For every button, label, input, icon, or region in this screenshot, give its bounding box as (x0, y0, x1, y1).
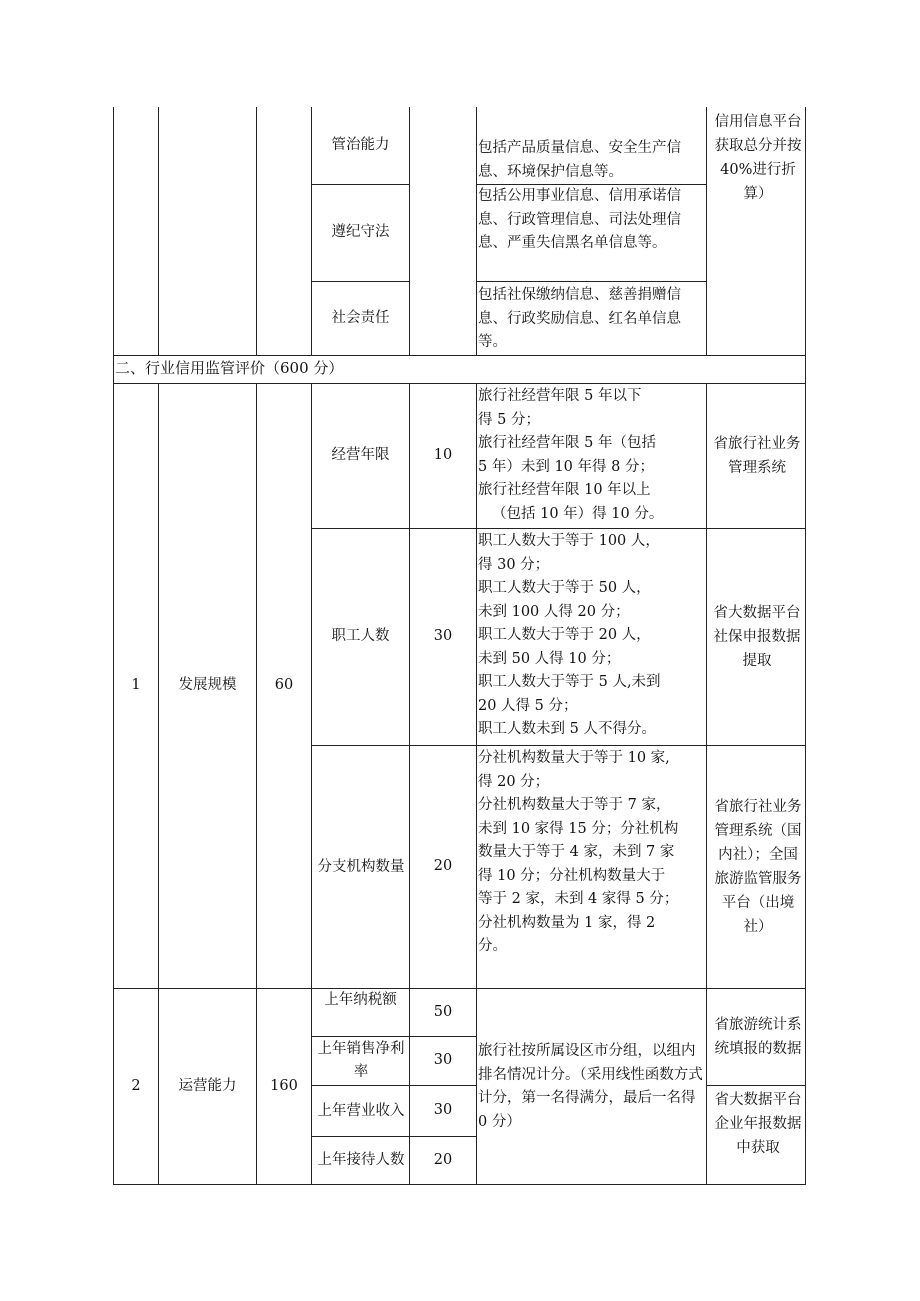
grid-line (706, 384, 707, 1185)
data-source: 省旅行社业务管理系统（国内社）；全国旅游监管服务平台（出境社） (714, 799, 802, 935)
rule-line: 职工人数大于等于 50 人， (478, 580, 651, 596)
section-title: 二、行业信用监管评价（600 分） (115, 359, 344, 377)
rule-line: 20 人得 5 分； (478, 697, 578, 714)
rule-line: 旅行社经营年限 10 年以上 (478, 482, 651, 498)
rule-line: 数量大于等于 4 家，未到 7 家 (478, 844, 675, 860)
item-rules (478, 530, 704, 742)
item-score: 10 (433, 447, 453, 464)
data-source: 省大数据平台企业年报数据中获取 (714, 1091, 802, 1156)
grid-line (256, 107, 257, 356)
rule-line: 得 10 分；分社机构数量大于 (478, 867, 666, 884)
item-name: 管治能力 (331, 137, 390, 154)
grid-line (805, 107, 806, 1185)
rule-line: 等于 2 家，未到 4 家得 5 分； (478, 891, 679, 907)
item-name: 上年接待人数 (317, 1152, 405, 1168)
rule-line: 分。 (478, 938, 507, 954)
data-source: 省旅行社业务管理系统 (713, 436, 801, 476)
item-score: 30 (433, 628, 453, 645)
rule-line: 职工人数大于等于 5 人,未到 (478, 674, 661, 690)
grid-line (409, 107, 410, 356)
item-score: 20 (433, 858, 453, 875)
group-score: 60 (274, 677, 294, 694)
item-desc: 旅行社按所属设区市分组，以组内排名情况计分。（采用线性函数方式计分，第一名得满分，最后一名得 0 分） (478, 1043, 703, 1130)
rule-line: 职工人数大于等于 100 人， (478, 533, 660, 549)
rule-line: 得 20 分； (478, 773, 550, 790)
rule-line: 职工人数大于等于 20 人， (478, 627, 651, 643)
item-rules (478, 747, 704, 959)
item-rules (478, 385, 704, 526)
item-desc: 包括产品质量信息、安全生产信息、环境保护信息等。 (478, 140, 681, 180)
data-source: 省大数据平台社保申报数据提取 (713, 605, 801, 669)
grid-line (476, 384, 477, 1185)
rule-line: 分社机构数量大于等于 7 家， (478, 797, 671, 813)
rule-line: 得 30 分； (478, 556, 550, 573)
rule-line: 得 5 分； (478, 411, 540, 428)
rule-line: 未到 10 家得 15 分；分社机构 (478, 820, 679, 837)
group-name: 运营能力 (178, 1077, 237, 1094)
grid-line (706, 107, 707, 356)
rule-line: 旅行社经营年限 5 年（包括 (478, 435, 656, 451)
item-name: 上年营业收入 (317, 1102, 405, 1119)
rule-line: 分社机构数量为 1 家，得 2 (478, 914, 656, 931)
group-no: 2 (131, 1077, 141, 1094)
item-score: 30 (433, 1102, 453, 1119)
item-name: 上年销售净利率 (317, 1041, 405, 1080)
grid-line (113, 1184, 806, 1185)
rule-line: 旅行社经营年限 5 年以下 (478, 388, 642, 404)
data-source: 信用信息平台获取总分并按 40%进行折算） (714, 114, 802, 202)
grid-line (158, 107, 159, 356)
item-name: 职工人数 (331, 628, 390, 645)
rule-line: 未到 50 人得 10 分； (478, 650, 621, 667)
item-desc: 包括公用事业信息、信用承诺信息、行政管理信息、司法处理信息、严重失信黑名单信息等。 (478, 188, 681, 251)
group-no: 1 (131, 677, 141, 694)
item-desc: 包括社保缴纳信息、慈善捐赠信息、行政奖励信息、红名单信息等。 (478, 287, 681, 350)
item-score: 20 (433, 1151, 453, 1168)
group-name: 发展规模 (178, 677, 237, 694)
item-name: 分支机构数量 (317, 859, 405, 875)
item-name: 上年纳税额 (324, 992, 397, 1008)
rule-line: 5 年）未到 10 年得 8 分； (478, 458, 654, 475)
group-score: 160 (270, 1077, 298, 1094)
grid-line (476, 281, 707, 282)
rule-line: （包括 10 年）得 10 分。 (492, 505, 664, 522)
data-source: 省旅游统计系统填报的数据 (714, 1017, 802, 1057)
item-score: 30 (433, 1052, 453, 1069)
rule-line: 未到 100 人得 20 分； (478, 603, 630, 620)
grid-line (113, 355, 806, 356)
item-name: 社会责任 (331, 309, 390, 326)
item-name: 遵纪守法 (331, 224, 390, 241)
rule-line: 分社机构数量大于等于 10 家, (478, 750, 670, 766)
grid-line (476, 107, 477, 356)
rule-line: 职工人数未到 5 人不得分。 (478, 721, 656, 737)
item-score: 50 (433, 1003, 453, 1020)
item-name: 经营年限 (331, 447, 390, 464)
